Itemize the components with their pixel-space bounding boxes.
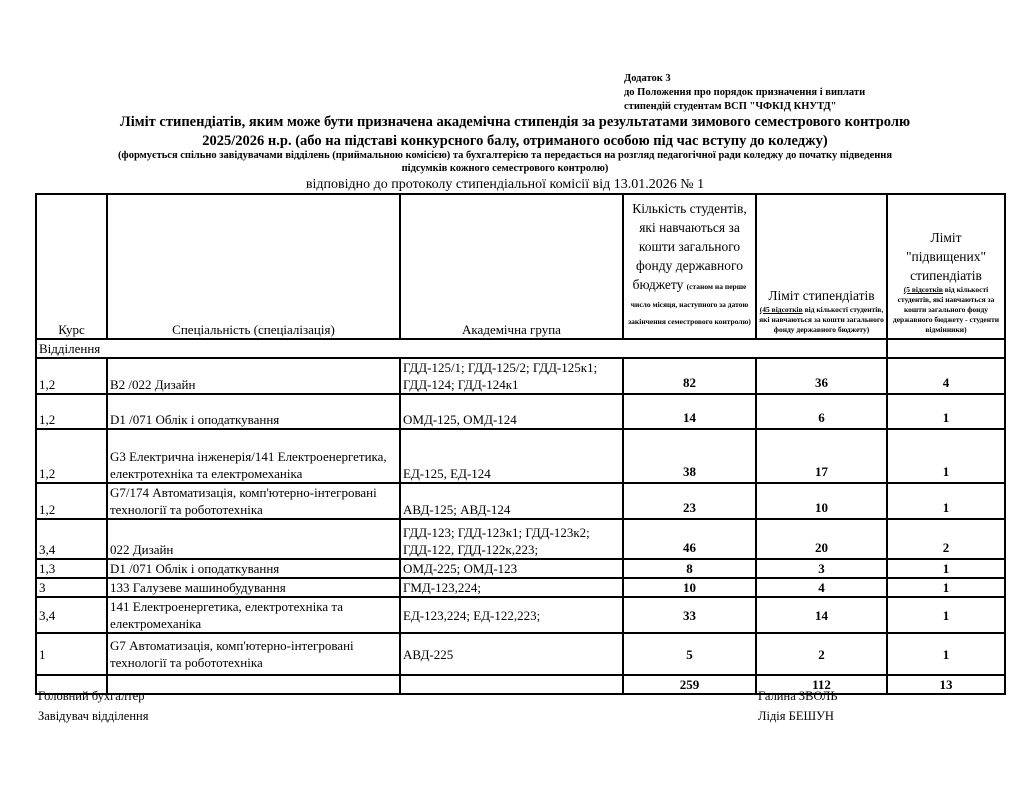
row-specialty: В2 /022 Дизайн: [107, 358, 400, 394]
chief-accountant-label: Головний бухгалтер: [38, 689, 145, 703]
header-students-note: (станом на перше число місяця, наступного за датою закінчення семестрового контролю): [628, 282, 751, 326]
row-specialty: 022 Дизайн: [107, 519, 400, 559]
scholarship-limit-table: [35, 193, 1006, 695]
header-high-note-u1: (5: [903, 285, 912, 294]
row-high-limit: 1: [887, 559, 1005, 578]
department-label: Відділення: [36, 339, 887, 358]
row-high-limit: 1: [887, 578, 1005, 597]
row-course: 1,2: [36, 429, 107, 483]
table-header-row: [36, 194, 1005, 339]
header-high-main: Ліміт "підвищених" стипендіатів: [905, 230, 987, 283]
row-high-limit: 2: [887, 519, 1005, 559]
row-students: 23: [623, 483, 756, 519]
row-specialty: 141 Електроенергетика, електротехніка та електромеханіка: [107, 597, 400, 633]
row-high-limit: 4: [887, 358, 1005, 394]
row-high-limit: 1: [887, 483, 1005, 519]
row-specialty: 133 Галузеве машинобудування: [107, 578, 400, 597]
row-group: ЕД-125, ЕД-124: [400, 429, 623, 483]
row-course: 3,4: [36, 519, 107, 559]
title-line-1: Ліміт стипендіатів, яким може бути призначена академічна стипендія за результатами зимового семестрового контролю: [119, 114, 911, 130]
table-row: [36, 597, 1005, 633]
header-limit-main: Ліміт стипендіатів: [768, 288, 875, 303]
appendix-line-3: стипендій студентам ВСП "ЧФКІД КНУТД": [624, 101, 837, 112]
header-group: Академічна група: [400, 194, 623, 339]
row-limit: 17: [756, 429, 887, 483]
total-students: 259: [623, 675, 756, 694]
header-students-main: Кількість студентів, які навчаються за кошти загального фонду державного бюджету: [632, 201, 747, 292]
header-limit-note-underlined: (45 відсотків: [759, 305, 803, 314]
department-row: [36, 339, 1005, 358]
row-course: 1,2: [36, 358, 107, 394]
row-course: 3,4: [36, 597, 107, 633]
subnote-line-2: підсумків кожного семестрового контролю): [401, 163, 609, 174]
row-limit: 14: [756, 597, 887, 633]
row-group: АВД-225: [400, 633, 623, 675]
row-students: 8: [623, 559, 756, 578]
header-high-note: від кількості студентів, які навчаються за кошти загального фонду державного бюджету - студенти відмінники): [892, 285, 1000, 334]
protocol-reference: відповідно до протоколу стипендіальної комісії від 13.01.2026 № 1: [305, 177, 705, 192]
chief-accountant-name: Галина ЗВОЛЬ: [758, 689, 838, 703]
row-limit: 10: [756, 483, 887, 519]
row-limit: 6: [756, 394, 887, 429]
table-row: [36, 519, 1005, 559]
row-group: АВД-125; АВД-124: [400, 483, 623, 519]
totals-row: [36, 675, 1005, 694]
row-group: ЕД-123,224; ЕД-122,223;: [400, 597, 623, 633]
header-limit: [756, 194, 887, 339]
row-students: 33: [623, 597, 756, 633]
row-group: ОМД-125, ОМД-124: [400, 394, 623, 429]
table-row: [36, 633, 1005, 675]
row-group: ОМД-225; ОМД-123: [400, 559, 623, 578]
row-students: 10: [623, 578, 756, 597]
row-limit: 2: [756, 633, 887, 675]
header-course: Курс: [36, 194, 107, 339]
table-row: [36, 483, 1005, 519]
total-high-limit: 13: [887, 675, 1005, 694]
row-course: 1,3: [36, 559, 107, 578]
appendix-note: [624, 72, 865, 114]
row-limit: 3: [756, 559, 887, 578]
row-specialty: G7/174 Автоматизація, комп'ютерно-інтегровані технології та робототехніка: [107, 483, 400, 519]
head-department-name: Лідія БЕШУН: [758, 709, 834, 723]
header-high-limit: [887, 194, 1005, 339]
table-row: [36, 429, 1005, 483]
row-high-limit: 1: [887, 394, 1005, 429]
row-specialty: G7 Автоматизація, комп'ютерно-інтегровані технології та робототехніка: [107, 633, 400, 675]
table-row: [36, 578, 1005, 597]
row-specialty: G3 Електрична інженерія/141 Електроенергетика, електротехніка та електромеханіка: [107, 429, 400, 483]
row-high-limit: 1: [887, 597, 1005, 633]
row-limit: 36: [756, 358, 887, 394]
header-high-note-u2: відсотків: [911, 285, 943, 294]
row-students: 38: [623, 429, 756, 483]
total-limit: 112: [756, 675, 887, 694]
row-high-limit: 1: [887, 633, 1005, 675]
document-title: [30, 113, 1000, 151]
row-limit: 4: [756, 578, 887, 597]
row-students: 5: [623, 633, 756, 675]
row-group: ГДД-123; ГДД-123к1; ГДД-123к2; ГДД-122, ГДД-122к,223;: [400, 519, 623, 559]
appendix-line-2: до Положення про порядок призначення і виплати: [624, 87, 866, 98]
row-high-limit: 1: [887, 429, 1005, 483]
table-row: [36, 358, 1005, 394]
row-course: 1,2: [36, 483, 107, 519]
table-row: [36, 394, 1005, 429]
header-specialty: Спеціальність (спеціалізація): [107, 194, 400, 339]
row-course: 1: [36, 633, 107, 675]
header-students: [623, 194, 756, 339]
subnote: [30, 149, 980, 175]
table-row: [36, 559, 1005, 578]
totals-empty-2: [107, 675, 400, 694]
row-students: 46: [623, 519, 756, 559]
subnote-line-1: (формується спільно завідувачами відділень (приймальною комісією) та бухгалтерією та передається на розгляд педагогічної ради коледжу до початку підведення: [117, 150, 893, 161]
row-specialty: D1 /071 Облік і оподаткування: [107, 559, 400, 578]
row-group: ГМД-123,224;: [400, 578, 623, 597]
appendix-line-1: Додаток 3: [624, 73, 671, 84]
head-department-label: Завідувач відділення: [38, 709, 149, 723]
row-students: 82: [623, 358, 756, 394]
totals-empty-3: [400, 675, 623, 694]
row-limit: 20: [756, 519, 887, 559]
row-course: 3: [36, 578, 107, 597]
row-students: 14: [623, 394, 756, 429]
row-course: 1,2: [36, 394, 107, 429]
header-limit-note: від кількості студентів, які навчаються за кошти загального фонду державного бюджету): [759, 305, 884, 334]
row-specialty: D1 /071 Облік і оподаткування: [107, 394, 400, 429]
title-line-2: 2025/2026 н.р. (або на підставі конкурсного балу, отриманого особою під час вступу до коледжу): [202, 133, 828, 149]
department-empty-cell: [887, 339, 1005, 358]
row-group: ГДД-125/1; ГДД-125/2; ГДД-125к1; ГДД-124; ГДД-124к1: [400, 358, 623, 394]
